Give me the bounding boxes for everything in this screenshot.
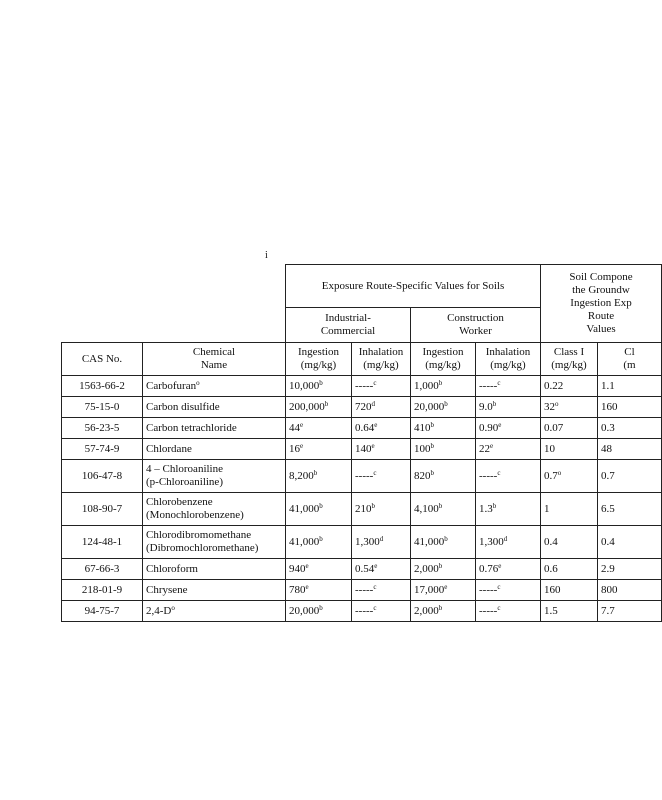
column-header: Ingestion (mg/kg) (286, 343, 352, 376)
class-i-value: 160 (541, 580, 598, 601)
table-row (62, 439, 662, 460)
table-row (62, 376, 662, 397)
construction-inhalation: -----$^c$ (476, 376, 541, 397)
construction-inhalation: -----$^c$ (476, 601, 541, 622)
chemical-name: Carbon disulfide (143, 397, 286, 418)
chemical-name: Chlorobenzene (Monochlorobenzene) (143, 493, 286, 526)
column-header: Ingestion (mg/kg) (411, 343, 476, 376)
class-i-value: 0.4 (541, 526, 598, 559)
class-ii-value: 48 (598, 439, 662, 460)
class-ii-value: 2.9 (598, 559, 662, 580)
industrial-ingestion: 16e (286, 439, 352, 460)
industrial-inhalation: 0.54e (352, 559, 411, 580)
column-header: Class I (mg/kg) (541, 343, 598, 376)
header-row-group (62, 265, 662, 308)
cas-number: 106-47-8 (62, 460, 143, 493)
industrial-ingestion: 41,000$^b$ (286, 493, 352, 526)
chemical-name: Chlorodibromomethane (Dibromochloromethane) (143, 526, 286, 559)
chemical-name: Carbofuran$^o$ (143, 376, 286, 397)
construction-ingestion: 2,000$^b$ (411, 559, 476, 580)
class-ii-value: 800 (598, 580, 662, 601)
industrial-commercial-header: Industrial- Commercial (286, 308, 411, 343)
construction-inhalation: 1,300$^d$ (476, 526, 541, 559)
industrial-ingestion: 44e (286, 418, 352, 439)
cas-number: 1563-66-2 (62, 376, 143, 397)
industrial-inhalation: -----$^c$ (352, 580, 411, 601)
chemical-name: Carbon tetrachloride (143, 418, 286, 439)
construction-ingestion: 4,100$^b$ (411, 493, 476, 526)
soil-remediation-table (61, 264, 662, 622)
industrial-inhalation: -----$^c$ (352, 460, 411, 493)
column-header: Cl (m (598, 343, 662, 376)
table-row (62, 397, 662, 418)
construction-inhalation: -----$^c$ (476, 460, 541, 493)
column-header: Inhalation (mg/kg) (352, 343, 411, 376)
chemical-name: Chlordane (143, 439, 286, 460)
industrial-inhalation: 140e (352, 439, 411, 460)
industrial-ingestion: 10,000$^b$ (286, 376, 352, 397)
chemical-name: Chrysene (143, 580, 286, 601)
column-header: Inhalation (mg/kg) (476, 343, 541, 376)
construction-inhalation: 22e (476, 439, 541, 460)
industrial-inhalation: -----$^c$ (352, 601, 411, 622)
chemical-name: Chloroform (143, 559, 286, 580)
soils-group-header: Exposure Route-Specific Values for Soils (286, 265, 541, 308)
industrial-inhalation: 1,300$^d$ (352, 526, 411, 559)
construction-ingestion: 17,000e (411, 580, 476, 601)
class-i-value: 0.07 (541, 418, 598, 439)
construction-ingestion: 41,000$^b$ (411, 526, 476, 559)
cas-number: 75-15-0 (62, 397, 143, 418)
construction-ingestion: 20,000$^b$ (411, 397, 476, 418)
table-row (62, 601, 662, 622)
class-ii-value: 160 (598, 397, 662, 418)
cas-number: 94-75-7 (62, 601, 143, 622)
construction-worker-header: Construction Worker (411, 308, 541, 343)
industrial-ingestion: 8,200$^b$ (286, 460, 352, 493)
class-ii-value: 7.7 (598, 601, 662, 622)
class-i-value: 1.5 (541, 601, 598, 622)
class-i-value: 32$^o$ (541, 397, 598, 418)
table-row (62, 460, 662, 493)
column-header: Chemical Name (143, 343, 286, 376)
cas-number: 56-23-5 (62, 418, 143, 439)
construction-ingestion: 820$^b$ (411, 460, 476, 493)
table-body (62, 376, 662, 622)
construction-ingestion: 410$^b$ (411, 418, 476, 439)
industrial-inhalation: -----$^c$ (352, 376, 411, 397)
construction-ingestion: 1,000$^b$ (411, 376, 476, 397)
industrial-inhalation: 210$^b$ (352, 493, 411, 526)
industrial-ingestion: 20,000$^b$ (286, 601, 352, 622)
industrial-ingestion: 780e (286, 580, 352, 601)
class-ii-value: 0.7 (598, 460, 662, 493)
table-row (62, 559, 662, 580)
column-header: CAS No. (62, 343, 143, 376)
class-i-value: 0.22 (541, 376, 598, 397)
table-row (62, 580, 662, 601)
cas-number: 218-01-9 (62, 580, 143, 601)
class-ii-value: 0.4 (598, 526, 662, 559)
class-ii-value: 0.3 (598, 418, 662, 439)
industrial-ingestion: 940e (286, 559, 352, 580)
cas-number: 124-48-1 (62, 526, 143, 559)
class-ii-value: 1.1 (598, 376, 662, 397)
cas-number: 57-74-9 (62, 439, 143, 460)
industrial-ingestion: 200,000$^b$ (286, 397, 352, 418)
industrial-inhalation: 0.64e (352, 418, 411, 439)
cas-number: 108-90-7 (62, 493, 143, 526)
construction-inhalation: -----$^c$ (476, 580, 541, 601)
table-row (62, 493, 662, 526)
column-header-row (62, 343, 662, 376)
class-i-value: 10 (541, 439, 598, 460)
industrial-ingestion: 41,000$^b$ (286, 526, 352, 559)
chemical-name: $2,4-D^o$ (143, 601, 286, 622)
cas-number: 67-66-3 (62, 559, 143, 580)
construction-inhalation: 9.0$^b$ (476, 397, 541, 418)
page-mark: i (265, 250, 268, 261)
class-i-value: 1 (541, 493, 598, 526)
class-i-value: 0.6 (541, 559, 598, 580)
chemical-name: 4 – Chloroaniline (p-Chloroaniline) (143, 460, 286, 493)
industrial-inhalation: 720$^d$ (352, 397, 411, 418)
construction-inhalation: 0.76e (476, 559, 541, 580)
construction-inhalation: 1.3$^b$ (476, 493, 541, 526)
construction-inhalation: 0.90e (476, 418, 541, 439)
class-i-value: 0.7$^o$ (541, 460, 598, 493)
table-row (62, 526, 662, 559)
table-row (62, 418, 662, 439)
groundwater-group-header: Soil Compone the Groundw Ingestion Exp Route Values (541, 265, 662, 343)
construction-ingestion: 2,000$^b$ (411, 601, 476, 622)
construction-ingestion: 100$^b$ (411, 439, 476, 460)
class-ii-value: 6.5 (598, 493, 662, 526)
